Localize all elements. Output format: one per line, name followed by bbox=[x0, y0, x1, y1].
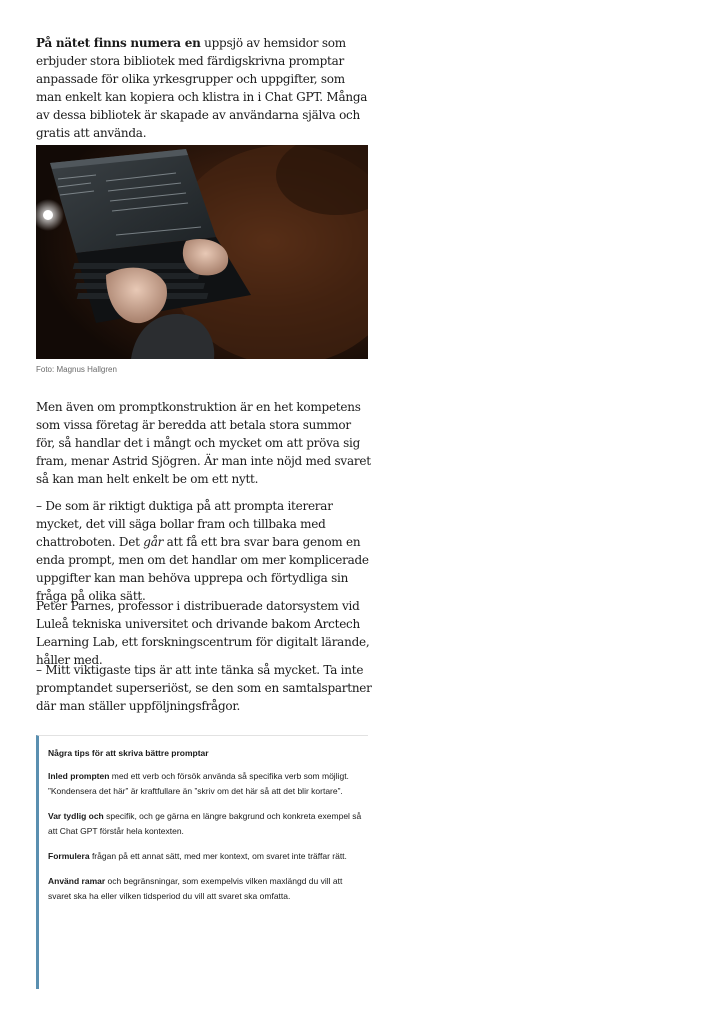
quote-1-emphasis: går bbox=[143, 535, 164, 549]
intro-lead: På nätet finns numera en bbox=[36, 36, 201, 50]
tips-item bbox=[48, 874, 363, 904]
tips-item bbox=[48, 849, 363, 864]
intro-paragraph bbox=[36, 34, 372, 142]
article-photo bbox=[36, 145, 368, 359]
tips-box bbox=[36, 735, 368, 989]
tips-item-text: specifik, och ge gärna en längre bakgrund och konkreta exempel så att Chat GPT förstår hela kontexten. bbox=[48, 811, 362, 836]
tips-item-lead: Använd ramar bbox=[48, 876, 106, 886]
tips-heading: Några tips för att skriva bättre promptar bbox=[48, 748, 209, 758]
photo-caption: Foto: Magnus Hallgren bbox=[36, 365, 117, 374]
tips-item-lead: Inled prompten bbox=[48, 771, 110, 781]
body-paragraph-4: Peter Parnes, professor i distribuerade datorsystem vid Luleå tekniska universitet och drivande bakom Arctech Learning Lab, ett forskningscentrum för digitalt lärande, håller med. bbox=[36, 599, 370, 667]
tips-item-lead: Var tydlig och bbox=[48, 811, 104, 821]
tips-item bbox=[48, 809, 363, 839]
tips-item-text: och begränsningar, som exempelvis vilken maxlängd du vill att svaret ska ha eller vilken tidsperiod du vill att svaret ska omfatta. bbox=[48, 876, 343, 901]
intro-text: uppsjö av hemsidor som erbjuder stora bibliotek med färdigskrivna promptar anpassade för olika yrkesgrupper och uppgifter, som man enkelt kan kopiera och klistra in i Chat GPT. Många av dessa bibliotek är skapade av användarna själva och gratis att använda. bbox=[36, 36, 368, 140]
tips-item-text: med ett verb och försök använda så specifika verb som möjligt. ”Kondensera det här” är kraftfullare än ”skriv om det här så att det blir kortare”. bbox=[48, 771, 349, 796]
tips-item-text: frågan på ett annat sätt, med mer kontext, om svaret inte träffar rätt. bbox=[89, 851, 347, 861]
quote-paragraph-1 bbox=[36, 497, 372, 605]
quote-1-text-b: att få ett bra svar bara genom en enda prompt, men om det handlar om mer komplicerade uppgifter kan man behöva upprepa och förtydliga sin fråga på olika sätt. bbox=[36, 535, 369, 603]
body-paragraph-2: Men även om promptkonstruktion är en het kompetens som vissa företag är beredda att betala stora summor för, så handlar det i mångt och mycket om att pröva sig fram, menar Astrid Sjögren. Är man inte nöjd med svaret så kan man helt enkelt be om ett nytt. bbox=[36, 400, 371, 486]
quote-1-text-a: – De som är riktigt duktiga på att prompta itererar mycket, det vill säga bollar fram och tillbaka med chattroboten. Det bbox=[36, 499, 333, 549]
quote-paragraph-2: – Mitt viktigaste tips är att inte tänka så mycket. Ta inte promptandet superseriöst, se den som en samtalspartner där man ställer uppföljningsfrågor. bbox=[36, 663, 372, 713]
tips-item-lead: Formulera bbox=[48, 851, 90, 861]
tips-item bbox=[48, 769, 363, 799]
